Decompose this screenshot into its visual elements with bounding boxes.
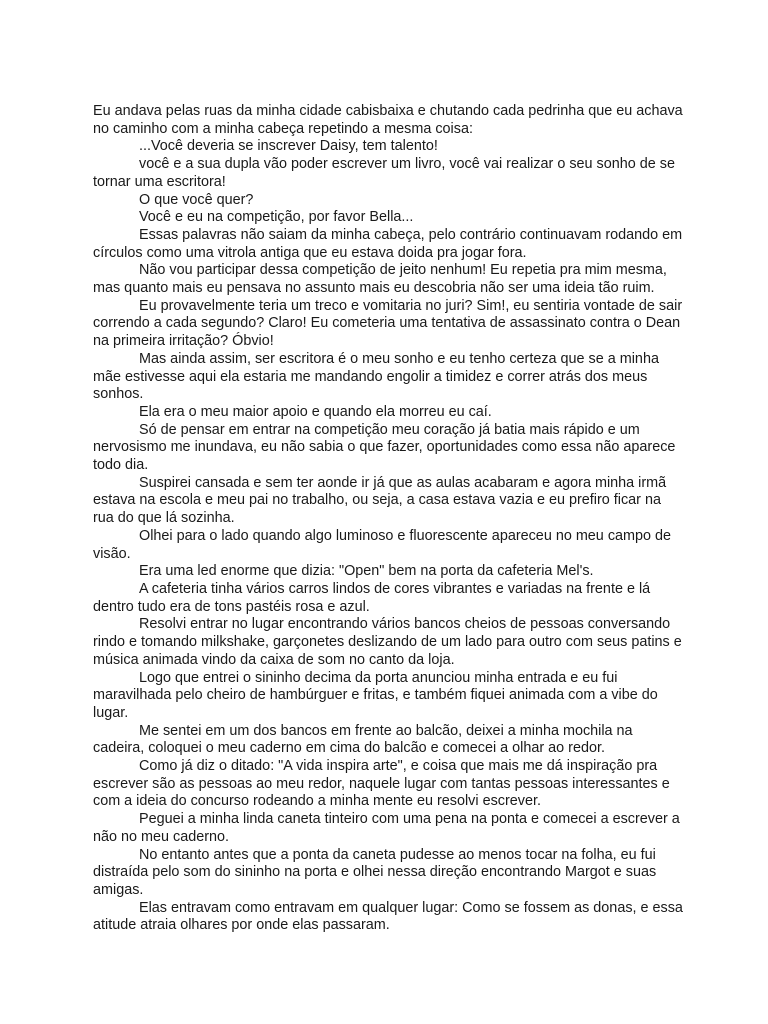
- paragraph-11: Só de pensar em entrar na competição meu coração já batia mais rápido e um nervosismo me inundava, eu não sabia o que fazer, oportunidades como essa não aparece todo dia.: [93, 421, 676, 474]
- paragraph-16: Resolvi entrar no lugar encontrando vários bancos cheios de pessoas conversando rindo e tomando milkshake, garçonetes deslizando de um lado para outro com seus patins e música animada vindo da caixa de som no canto da loja.: [93, 616, 682, 668]
- paragraph-8: Eu provavelmente teria um treco e vomitaria no juri? Sim!, eu sentiria vontade de sair correndo a cada segundo? Claro! Eu cometeria uma tentativa de assassinato contra o Dean na primeira irritação? Óbvio!: [93, 297, 683, 350]
- paragraph-20: Peguei a minha linda caneta tinteiro com uma pena na ponta e comecei a escrever a não no meu caderno.: [93, 811, 680, 845]
- paragraph-1: Eu andava pelas ruas da minha cidade cabisbaixa e chutando cada pedrinha que eu achava no caminho com a minha cabeça repetindo a mesma coisa:: [93, 103, 683, 137]
- paragraph-18: Me sentei em um dos bancos em frente ao balcão, deixei a minha mochila na cadeira, coloquei o meu caderno em cima do balcão e comecei a olhar ao redor.: [93, 722, 633, 757]
- paragraph-7: Não vou participar dessa competição de jeito nenhum! Eu repetia pra mim mesma, mas quanto mais eu pensava no assunto mais eu descobria não ser uma ideia tão ruim.: [93, 262, 667, 297]
- paragraph-6: Essas palavras não saiam da minha cabeça, pelo contrário continuavam rodando em círculos como uma vitrola antiga que eu estava doida pra jogar fora.: [93, 226, 683, 261]
- paragraph-10: Ela era o meu maior apoio e quando ela morreu eu caí.: [139, 403, 492, 420]
- paragraph-4: O que você quer?: [139, 191, 254, 208]
- paragraph-12: Suspirei cansada e sem ter aonde ir já que as aulas acabaram e agora minha irmã estava na escola e meu pai no trabalho, ou seja, a casa estava vazia e eu prefiro ficar na rua do que lá sozinha.: [93, 474, 667, 527]
- paragraph-2: ...Você deveria se inscrever Daisy, tem talento!: [139, 138, 438, 155]
- paragraph-21: No entanto antes que a ponta da caneta pudesse ao menos tocar na folha, eu fui distraída pelo som do sininho na porta e olhei nessa direção encontrando Margot e suas amigas.: [93, 846, 657, 898]
- paragraph-5: Você e eu na competição, por favor Bella...: [139, 209, 414, 226]
- paragraph-13: Olhei para o lado quando algo luminoso e fluorescente apareceu no meu campo de visão.: [93, 527, 672, 562]
- paragraph-3: você e a sua dupla vão poder escrever um livro, você vai realizar o seu sonho de se tornar uma escritora!: [93, 156, 675, 190]
- document-body: [93, 103, 683, 935]
- paragraph-17: Logo que entrei o sininho decima da porta anunciou minha entrada e eu fui maravilhada pelo cheiro de hambúrguer e fritas, e também fiquei animada com a vibe do lugar.: [93, 669, 658, 721]
- paragraph-19: Como já diz o ditado: "A vida inspira arte", e coisa que mais me dá inspiração pra escrever são as pessoas ao meu redor, naquele lugar com tantas pessoas interessantes e com a ideia do concurso rodeando a minha mente eu resolvi escrever.: [93, 758, 670, 810]
- paragraph-9: Mas ainda assim, ser escritora é o meu sonho e eu tenho certeza que se a minha mãe estivesse aqui ela estaria me mandando engolir a timidez e correr atrás dos meus sonhos.: [93, 350, 659, 403]
- paragraph-15: A cafeteria tinha vários carros lindos de cores vibrantes e variadas na frente e lá dentro tudo era de tons pastéis rosa e azul.: [93, 580, 651, 615]
- paragraph-14: Era uma led enorme que dizia: "Open" bem na porta da cafeteria Mel's.: [139, 563, 594, 580]
- paragraph-22: Elas entravam como entravam em qualquer lugar: Como se fossem as donas, e essa atitude atraia olhares por onde elas passaram.: [93, 899, 683, 934]
